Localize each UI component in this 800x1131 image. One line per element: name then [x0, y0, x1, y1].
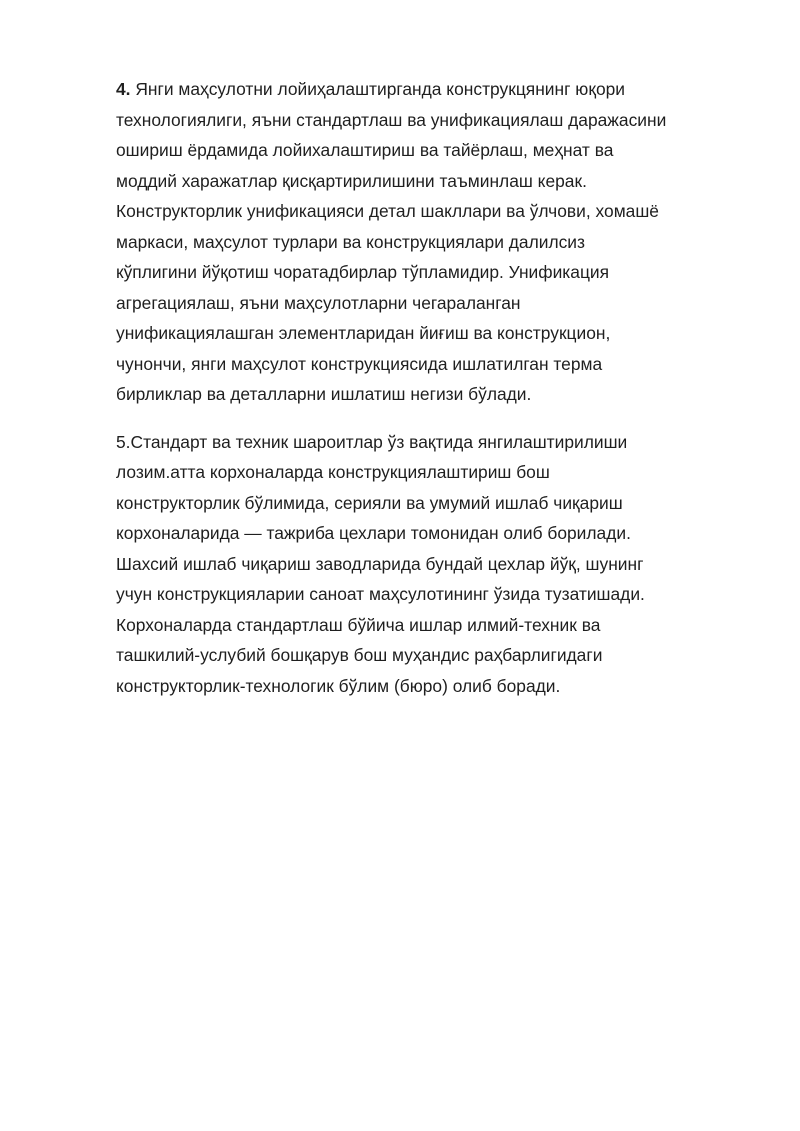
- paragraph-number: 5.: [116, 431, 131, 452]
- paragraph-line: корхоналарида — тажриба цехлари томонидан олиб борилади.: [116, 523, 631, 543]
- paragraph-line: Шахсий ишлаб чиқариш заводларида бундай цехлар йўқ, шунинг: [116, 553, 644, 574]
- line-text: Стандарт ва техник шароитлар ўз вақтида янгилаштирилиши: [130, 431, 628, 452]
- paragraph-line: технологиялиги, яъни стандартлаш ва унификациялаш даражасини: [116, 109, 667, 130]
- paragraph-line: [116, 74, 716, 105]
- paragraph-line: бирликлар ва деталларни ишлатиш негизи бўлади.: [116, 384, 532, 404]
- paragraph-line: чунончи, янги маҳсулот конструкциясида ишлатилган терма: [116, 353, 603, 374]
- paragraph-line: агрегациялаш, яъни маҳсулотларни чегараланган: [116, 292, 521, 313]
- paragraph-line: [116, 427, 716, 458]
- paragraph-line: лозим.атта корхоналарда конструкциялаштириш бош: [116, 462, 550, 482]
- document-body: [116, 74, 716, 701]
- paragraph-number: 4.: [116, 79, 131, 99]
- paragraph-line: конструкторлик бўлимида, серияли ва умумий ишлаб чиқариш: [116, 492, 623, 513]
- paragraph-line: моддий харажатлар қисқартирилишини таъминлаш керак.: [116, 170, 587, 191]
- paragraph-line: ташкилий-услубий бошқарув бош муҳандис раҳбарлигидаги: [116, 645, 603, 665]
- paragraph-line: Конструкторлик унификацияси детал шакллари ва ўлчови, хомашё: [116, 201, 659, 221]
- paragraph-line: Корхоналарда стандартлаш бўйича ишлар илмий-техник ва: [116, 614, 601, 635]
- paragraph-4: [116, 74, 716, 410]
- paragraph-line: кўплигини йўқотиш чоратадбирлар тўпламидир. Унификация: [116, 262, 610, 282]
- paragraph-line: унификациялашган элементларидан йиғиш ва конструкцион,: [116, 323, 611, 343]
- paragraph-line: учун конструкцияларии саноат маҳсулотининг ўзида тузатишади.: [116, 584, 645, 604]
- paragraph-line: маркаси, маҳсулот турлари ва конструкциялари далилсиз: [116, 231, 585, 252]
- paragraph-line: конструкторлик-технологик бўлим (бюро) олиб боради.: [116, 675, 561, 696]
- paragraph-line: ошириш ёрдамида лойихалаштириш ва тайёрлаш, меҳнат ва: [116, 140, 614, 160]
- line-text: Янги маҳсулотни лойиҳалаштирганда конструкцянинг юқори: [130, 79, 626, 99]
- paragraph-5: [116, 427, 716, 702]
